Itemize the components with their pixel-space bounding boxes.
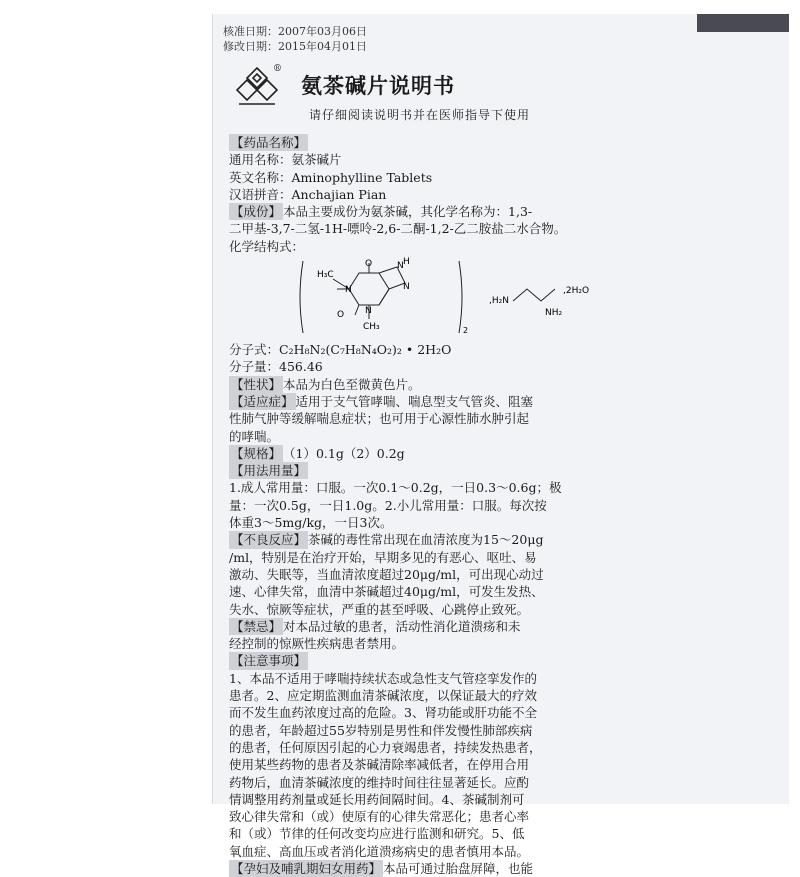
label-n1: N	[345, 285, 352, 296]
adverse-text-4: 速、心律失常，血清中茶碱超过40μg/ml，可发生发热、	[229, 584, 544, 600]
section-heading-properties: 【性状】	[231, 376, 282, 392]
pinyin-name: 汉语拼音：Anchajian Pian	[229, 186, 387, 202]
precautions-line: 患者。2、应定期监测血清茶碱浓度，以保证最大的疗效	[229, 688, 537, 704]
molecular-weight: 分子量：456.46	[229, 359, 323, 375]
label-n9: N	[403, 282, 410, 293]
label-o6: O	[365, 259, 373, 270]
section-heading-contraindications: 【禁忌】	[231, 618, 282, 634]
label-o2: O	[337, 310, 345, 321]
precautions-line: 而不发生血药浓度过高的危险。3、肾功能或肝功能不全	[229, 705, 537, 721]
label-water: ,2H₂O	[563, 286, 590, 297]
precautions-line: 的患者，任何原因引起的心力衰竭患者，持续发热患者，	[229, 739, 542, 755]
adverse-text-5: 失水、惊厥等症状，严重的甚至呼吸、心跳停止致死。	[229, 601, 530, 617]
section-heading-adverse: 【不良反应】	[231, 532, 307, 548]
section-heading-pregnancy: 【孕妇及哺乳期妇女用药】	[231, 860, 382, 876]
contraindications-text-1: 对本品过敏的患者，活动性消化道溃疡和未	[283, 618, 521, 634]
formula-label: 分子式：	[229, 342, 280, 358]
precautions-line: 药物后，血清茶碱浓度的维持时间往往显著延长。应酌	[229, 774, 530, 790]
date-block	[223, 24, 367, 54]
composition-chemical-name: 二甲基-3,7-二氢-1H-嘌呤-2,6-二酮-1,2-乙二胺盐二水合物。	[229, 221, 567, 237]
label-n7: N	[397, 261, 404, 272]
precautions-line: 使用某些药物的患者及茶碱清除率减低者，在停用合用	[229, 757, 530, 773]
label-n3: N	[365, 306, 372, 317]
section-heading-drug-name: 【药品名称】	[231, 135, 307, 150]
registered-mark: ®	[273, 64, 282, 74]
indications-text-2: 性肺气肿等缓解喘息症状；也可用于心源性肺水肿引起	[229, 411, 530, 427]
section-heading-indications: 【适应症】	[231, 393, 294, 409]
precautions-line: 情调整用药剂量或延长用药间隔时间。4、茶碱制剂可	[229, 791, 525, 807]
corner-band	[697, 14, 789, 32]
dosage-text-3: 体重3～5mg/kg，一日3次。	[229, 515, 393, 531]
page-subtitle: 请仔细阅读说明书并在医师指导下使用	[309, 108, 531, 122]
specification-text: （1）0.1g（2）0.2g	[283, 445, 405, 461]
structure-caption: 化学结构式：	[229, 238, 305, 254]
structure-diagram	[301, 257, 601, 337]
contraindications-text-2: 经控制的惊厥性疾病患者禁用。	[229, 636, 405, 652]
adverse-text-1: 茶碱的毒性常出现在血清浓度为15～20μg	[308, 532, 544, 548]
section-heading-specification: 【规格】	[231, 445, 282, 461]
composition-text: 本品主要成份为氨茶碱，其化学名称为：1,3-	[283, 204, 533, 220]
generic-name: 通用名称：氨茶碱片	[229, 152, 342, 168]
molecular-formula	[229, 341, 781, 358]
pregnancy-text: 本品可通过胎盘屏障，也能	[383, 860, 534, 876]
indications-text-1: 适用于支气管哮喘、喘息型支气管炎、阻塞	[295, 393, 534, 409]
leaflet-body	[229, 134, 781, 877]
precautions-line: 氧血症、高血压或者消化道溃疡病史的患者慎用本品。	[229, 843, 530, 859]
label-h2n: ,H₂N	[489, 296, 509, 307]
chemical-structure	[229, 257, 781, 337]
precautions-line: 的患者，年龄超过55岁特别是男性和伴发慢性肺部疾病	[229, 722, 533, 738]
section-heading-precautions: 【注意事项】	[231, 653, 307, 669]
label-subscript-2: 2	[463, 326, 469, 336]
dosage-text-1: 1.成人常用量：口服。一次0.1～0.2g，一日0.3～0.6g；极	[229, 480, 562, 496]
dosage-text-2: 量：一次0.5g，一日1.0g。2.小儿常用量：口服。每次按	[229, 497, 547, 513]
company-logo-icon	[237, 66, 277, 106]
approval-date: 核准日期：2007年03月06日	[223, 25, 367, 38]
page-title: 氨茶碱片说明书	[301, 73, 455, 98]
precautions-line: 和（或）节律的任何改变均应进行监测和研究。5、低	[229, 826, 525, 842]
adverse-text-2: /ml，特别是在治疗开始，早期多见的有恶心、呕吐、易	[229, 549, 537, 565]
label-nh2: NH₂	[545, 308, 563, 319]
label-ch3: CH₃	[363, 322, 380, 333]
label-h: H	[403, 257, 410, 268]
label-h3c: H₃C	[317, 270, 334, 281]
leaflet-sheet	[212, 14, 789, 876]
section-heading-composition: 【成份】	[231, 204, 282, 220]
revision-date: 修改日期：2015年04月01日	[223, 40, 367, 53]
precautions-line: 1、本品不适用于哮喘持续状态或急性支气管痉挛发作的	[229, 670, 537, 686]
formula-expression: C₂H₈N₂(C₇H₈N₄O₂)₂ • 2H₂O	[279, 342, 452, 358]
precautions-line: 致心律失常和（或）使原有的心律失常恶化；患者心率	[229, 809, 530, 825]
adverse-text-3: 激动、失眠等，当血清浓度超过20μg/ml，可出现心动过	[229, 566, 544, 582]
section-heading-dosage: 【用法用量】	[231, 463, 307, 479]
indications-text-3: 的哮喘。	[229, 428, 280, 444]
english-name: 英文名称：Aminophylline Tablets	[229, 169, 433, 185]
properties-text: 本品为白色至微黄色片。	[283, 376, 421, 392]
